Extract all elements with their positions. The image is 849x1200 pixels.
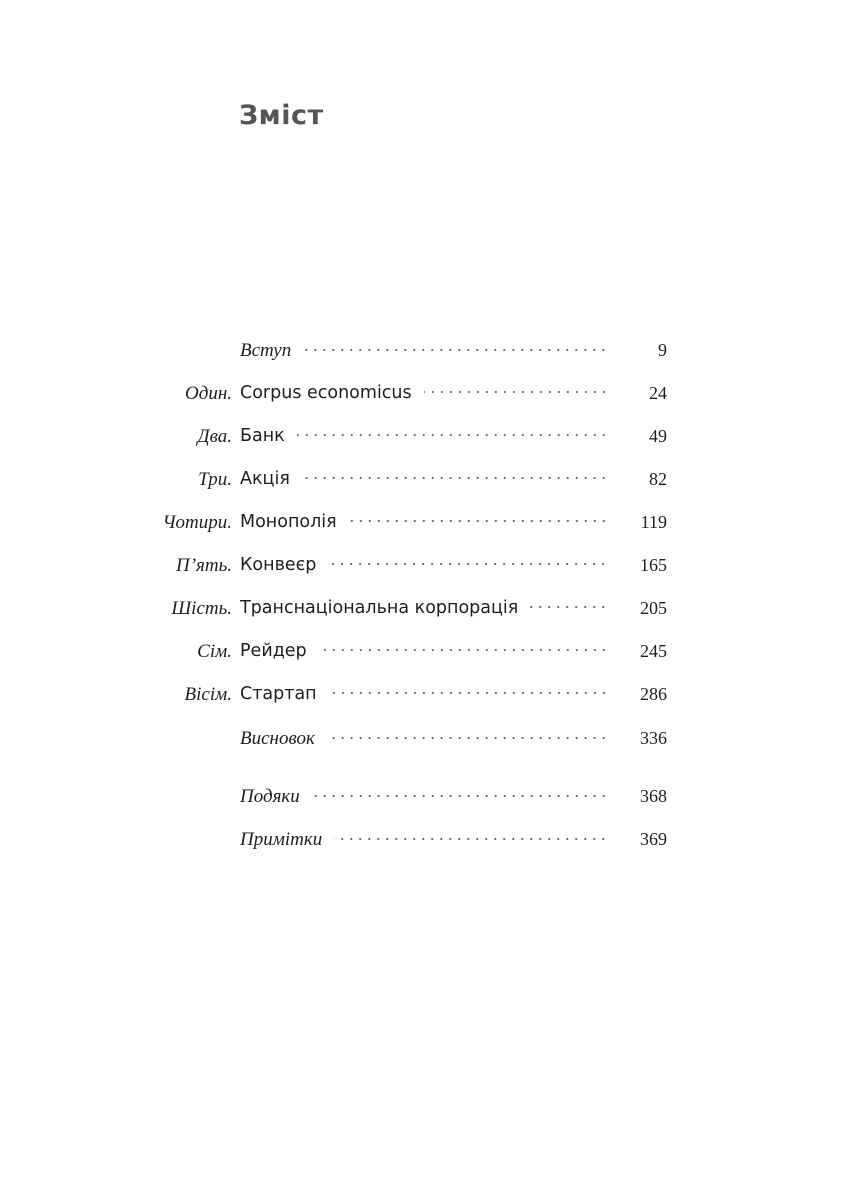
dot-leader [530, 606, 608, 608]
toc-entry-line [240, 426, 608, 446]
dot-leader [297, 434, 608, 436]
toc-entry-line [240, 728, 608, 750]
toc-entry-line [240, 555, 608, 575]
chapter-title: Подяки [240, 786, 300, 807]
page-number: 82 [649, 469, 667, 489]
page-number: 119 [640, 512, 667, 532]
chapter-title: Вступ [240, 340, 292, 361]
dot-leader [303, 349, 608, 351]
page-number: 245 [640, 641, 667, 661]
page-number: 368 [640, 786, 667, 806]
toc-entry-chapter-6[interactable] [0, 594, 849, 628]
toc-entry-conclusion[interactable] [0, 724, 849, 758]
chapter-title: Монополія [240, 512, 337, 532]
toc-entry-chapter-5[interactable] [0, 551, 849, 585]
toc-entry-intro[interactable] [0, 336, 849, 370]
dot-leader [349, 520, 608, 522]
chapter-number: Вісім. [184, 684, 232, 705]
chapter-title: Транснаціональна корпорація [240, 598, 519, 618]
dot-leader [328, 563, 608, 565]
toc-entry-line [240, 641, 608, 661]
toc-entry-chapter-1[interactable] [0, 379, 849, 413]
chapter-title: Стартап [240, 684, 317, 704]
toc-entry-chapter-2[interactable] [0, 422, 849, 456]
chapter-title: Висновок [240, 728, 315, 749]
dot-leader [319, 649, 608, 651]
chapter-title: Corpus economicus [240, 383, 412, 403]
page-number: 49 [649, 426, 667, 446]
chapter-number: Чотири. [162, 512, 232, 533]
page-number: 205 [640, 598, 667, 618]
dot-leader [302, 477, 608, 479]
dot-leader [327, 737, 608, 739]
dot-leader [424, 391, 608, 393]
page-number: 369 [640, 829, 667, 849]
toc-entry-line [240, 340, 608, 362]
chapter-number: Шість. [171, 598, 232, 619]
toc-entry-notes[interactable] [0, 825, 849, 859]
chapter-number: Два. [197, 426, 232, 447]
toc-entry-line [240, 383, 608, 403]
toc-entry-line [240, 469, 608, 489]
chapter-title: Примітки [240, 829, 323, 850]
dot-leader [334, 838, 608, 840]
chapter-number: П’ять. [176, 555, 232, 576]
toc-entry-chapter-4[interactable] [0, 508, 849, 542]
page-number: 286 [640, 684, 667, 704]
toc-entry-acknowledgements[interactable] [0, 782, 849, 816]
toc-entry-line [240, 786, 608, 808]
chapter-title: Рейдер [240, 641, 307, 661]
page-number: 165 [640, 555, 667, 575]
toc-entry-line [240, 684, 608, 704]
toc-entry-line [240, 512, 608, 532]
toc-entry-chapter-8[interactable] [0, 680, 849, 714]
chapter-title: Конвеєр [240, 555, 317, 575]
dot-leader [329, 692, 608, 694]
dot-leader [312, 795, 608, 797]
toc-entry-chapter-3[interactable] [0, 465, 849, 499]
page-number: 336 [640, 728, 667, 748]
chapter-number: Один. [184, 383, 232, 404]
page-number: 9 [658, 340, 667, 360]
page-number: 24 [649, 383, 667, 403]
chapter-title: Акція [240, 469, 290, 489]
page-title: Зміст [239, 100, 324, 131]
chapter-number: Три. [198, 469, 232, 490]
toc-entry-chapter-7[interactable] [0, 637, 849, 671]
chapter-number: Сім. [197, 641, 232, 662]
chapter-title: Банк [240, 426, 285, 446]
toc-entry-line [240, 829, 608, 851]
toc-entry-line [240, 598, 608, 618]
